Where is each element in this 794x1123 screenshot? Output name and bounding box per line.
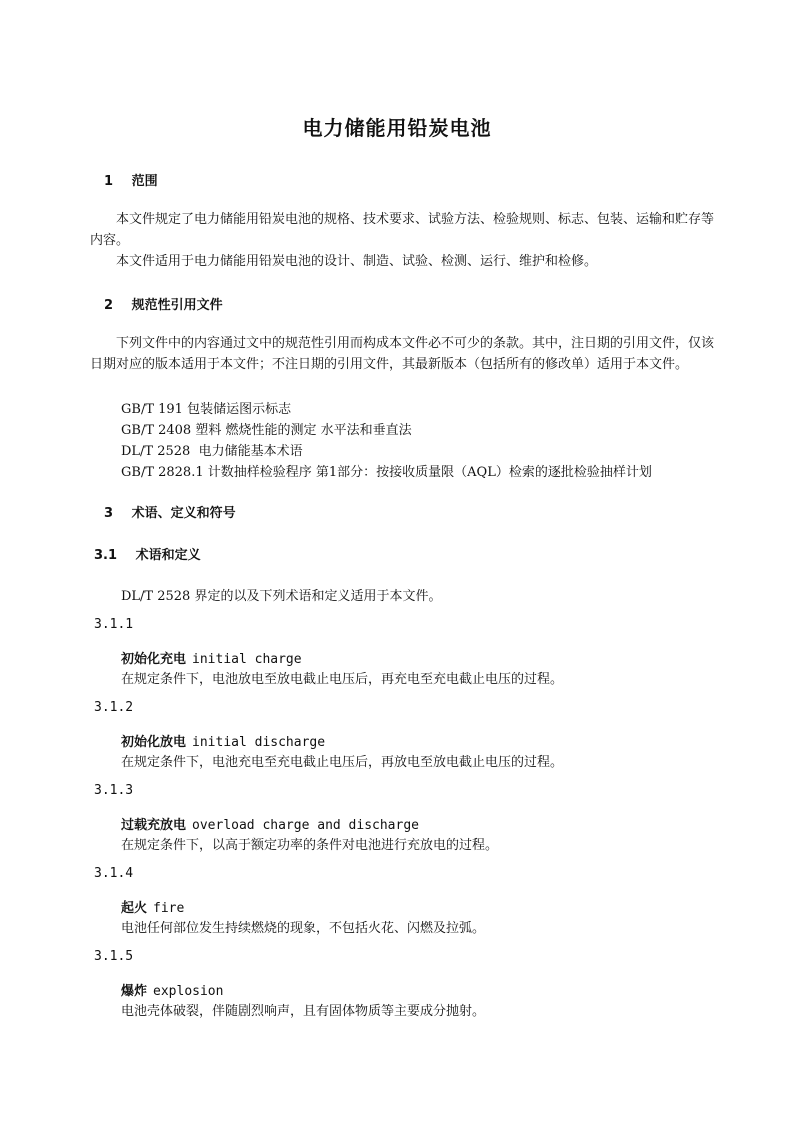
term-entry bbox=[121, 980, 223, 999]
clause-number: 3.1.1 bbox=[94, 617, 134, 632]
term-english: overload charge and discharge bbox=[192, 818, 419, 833]
term-definition: 在规定条件下，电池充电至充电截止电压后，再放电至放电截止电压的过程。 bbox=[121, 755, 564, 770]
subsection-intro: DL/T 2528 界定的以及下列术语和定义适用于本文件。 bbox=[121, 589, 442, 604]
section-title: 规范性引用文件 bbox=[131, 298, 223, 313]
section-title: 范围 bbox=[131, 174, 158, 189]
clause-number: 3.1.4 bbox=[94, 866, 134, 881]
term-chinese: 初始化放电 bbox=[121, 735, 187, 750]
reference-item: GB/T 191 包装储运图示标志 bbox=[121, 402, 292, 417]
clause-number: 3.1.3 bbox=[94, 783, 134, 798]
term-entry bbox=[121, 648, 302, 667]
term-definition: 在规定条件下，电池放电至放电截止电压后，再充电至充电截止电压的过程。 bbox=[121, 672, 564, 687]
paragraph: 本文件适用于电力储能用铅炭电池的设计、制造、试验、检测、运行、维护和检修。 bbox=[116, 254, 598, 269]
subsection-3-1-heading bbox=[94, 544, 201, 563]
section-number: 1 bbox=[104, 174, 114, 189]
term-english: explosion bbox=[153, 984, 224, 999]
term-english: initial charge bbox=[192, 652, 302, 667]
term-chinese: 起火 bbox=[121, 901, 148, 916]
reference-item: GB/T 2828.1 计数抽样检验程序 第1部分：按接收质量限（AQL）检索的逐批检验抽样计划 bbox=[121, 465, 652, 480]
section-number: 3 bbox=[104, 506, 114, 521]
section-1-heading bbox=[104, 170, 158, 189]
section-2-heading bbox=[104, 294, 223, 313]
reference-item: GB/T 2408 塑料 燃烧性能的测定 水平法和垂直法 bbox=[121, 423, 412, 438]
term-chinese: 过载充放电 bbox=[121, 818, 187, 833]
term-english: fire bbox=[153, 901, 185, 916]
document-title: 电力储能用铅炭电池 bbox=[302, 116, 492, 140]
section-number: 2 bbox=[104, 298, 114, 313]
paragraph: 下列文件中的内容通过文中的规范性引用而构成本文件必不可少的条款。其中，注日期的引用文件，仅该日期对应的版本适用于本文件；不注日期的引用文件，其最新版本（包括所有的修改单）适用于本文件。 bbox=[90, 336, 715, 372]
section-3-heading bbox=[104, 502, 236, 521]
clause-number: 3.1.5 bbox=[94, 949, 134, 964]
subsection-number: 3.1 bbox=[94, 548, 118, 563]
term-definition: 在规定条件下，以高于额定功率的条件对电池进行充放电的过程。 bbox=[121, 838, 499, 853]
term-definition: 电池任何部位发生持续燃烧的现象，不包括火花、闪燃及拉弧。 bbox=[121, 921, 486, 936]
reference-item: DL/T 2528 电力储能基本术语 bbox=[121, 444, 303, 459]
paragraph: 本文件规定了电力储能用铅炭电池的规格、技术要求、试验方法、检验规则、标志、包装、运输和贮存等内容。 bbox=[90, 212, 715, 248]
clause-number: 3.1.2 bbox=[94, 700, 134, 715]
term-entry bbox=[121, 731, 325, 750]
term-entry bbox=[121, 897, 184, 916]
term-english: initial discharge bbox=[192, 735, 326, 750]
term-entry bbox=[121, 814, 419, 833]
term-chinese: 初始化充电 bbox=[121, 652, 187, 667]
subsection-title: 术语和定义 bbox=[135, 548, 201, 563]
section-title: 术语、定义和符号 bbox=[131, 506, 236, 521]
term-chinese: 爆炸 bbox=[121, 984, 148, 999]
term-definition: 电池壳体破裂，伴随剧烈响声，且有固体物质等主要成分抛射。 bbox=[121, 1004, 486, 1019]
